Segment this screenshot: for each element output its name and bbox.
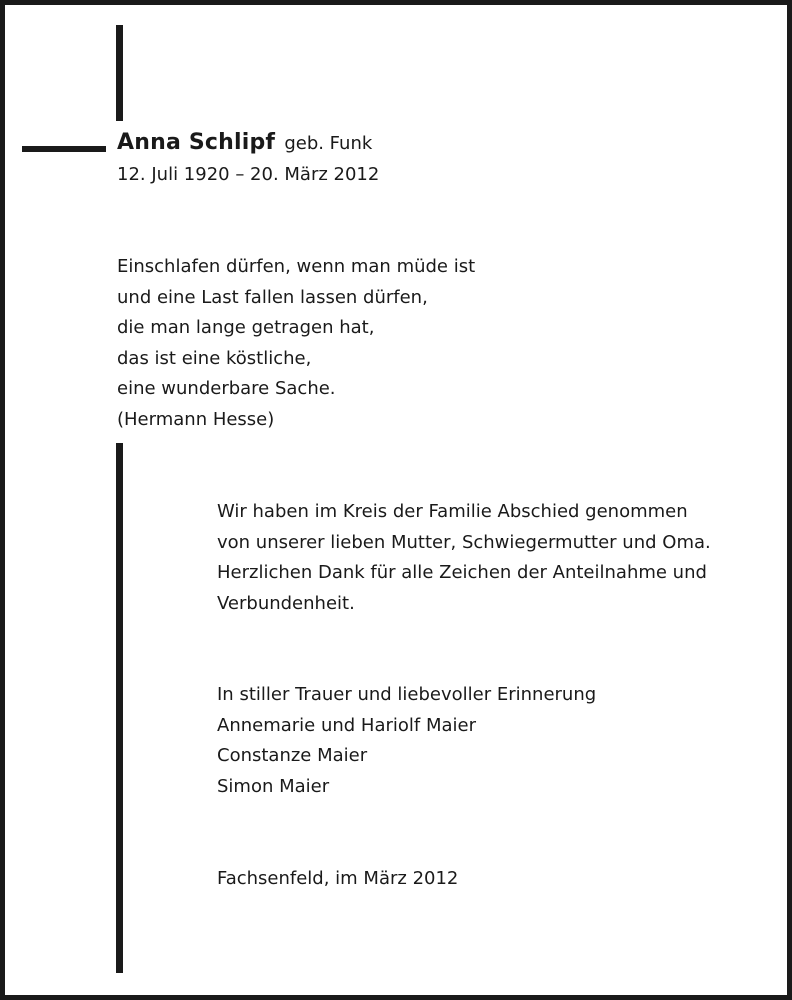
poem-line: das ist eine köstliche, xyxy=(117,347,312,369)
mourning-phrase: In stiller Trauer und liebevoller Erinnerung xyxy=(217,684,597,705)
cross-vertical-top-bar xyxy=(116,25,123,121)
poem-quote xyxy=(117,252,475,435)
birth-name: geb. Funk xyxy=(284,133,373,154)
poem-author: (Hermann Hesse) xyxy=(117,408,275,430)
mourner-name: Constanze Maier xyxy=(217,745,368,766)
message-line: Wir haben im Kreis der Familie Abschied genommen xyxy=(217,501,688,522)
deceased-name-line xyxy=(117,128,372,159)
poem-line: eine wunderbare Sache. xyxy=(117,378,336,399)
cross-horizontal-bar xyxy=(22,146,106,152)
deceased-name: Anna Schlipf xyxy=(117,130,276,155)
poem-line: Einschlafen dürfen, wenn man müde ist xyxy=(117,256,476,277)
mourner-name: Simon Maier xyxy=(217,775,330,797)
place-and-date: Fachsenfeld, im März 2012 xyxy=(217,868,459,889)
farewell-message xyxy=(217,497,711,619)
message-line: von unserer lieben Mutter, Schwiegermutter und Oma. xyxy=(217,531,711,553)
poem-line: und eine Last fallen lassen dürfen, xyxy=(117,286,428,308)
left-vertical-bar xyxy=(116,443,123,973)
mourners-list xyxy=(217,680,596,802)
message-line: Verbundenheit. xyxy=(217,592,355,614)
poem-line: die man lange getragen hat, xyxy=(117,317,375,338)
message-line: Herzlichen Dank für alle Zeichen der Anteilnahme und xyxy=(217,562,707,583)
mourner-name: Annemarie und Hariolf Maier xyxy=(217,714,477,736)
life-dates: 12. Juli 1920 – 20. März 2012 xyxy=(117,164,380,185)
